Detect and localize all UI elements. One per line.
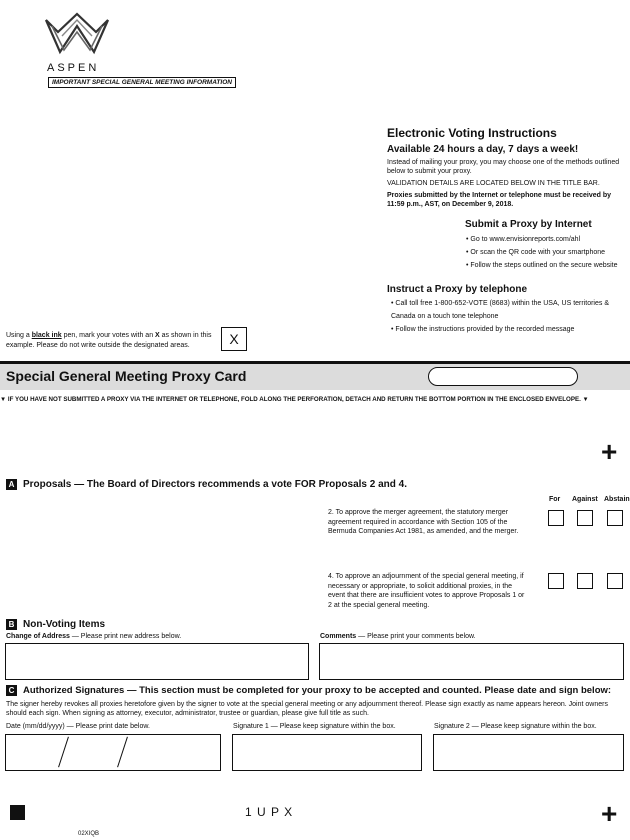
proposal-4-abstain-checkbox[interactable] — [607, 573, 623, 589]
validation-details-pill — [428, 367, 578, 386]
section-b-badge: B — [6, 619, 17, 630]
proposal-4-for-checkbox[interactable] — [548, 573, 564, 589]
signature-2-field[interactable] — [433, 734, 624, 771]
proxy-card-title: Special General Meeting Proxy Card — [6, 368, 247, 384]
registration-plus-icon: + — [601, 436, 618, 467]
telephone-bullet: • Follow the instructions provided by the recorded message — [391, 323, 623, 336]
date-field[interactable] — [5, 734, 221, 771]
signature-disclaimer: The signer hereby revokes all proxies heretofore given by the signer to vote at the special general meeting or any adjournment thereof. Please sign exactly as name appears hereon. Joint owners should each sign. When signing as attorney, executor, administrator, trustee or guardian, please give full title as such. — [6, 701, 608, 717]
column-for: For — [549, 496, 561, 503]
change-address-label: Change of Address — Please print new address below. — [6, 633, 182, 640]
section-a-title: Proposals — The Board of Directors recommends a vote FOR Proposals 2 and 4. — [23, 479, 407, 490]
electronic-voting-title: Electronic Voting Instructions — [387, 126, 557, 140]
logo-wordmark: ASPEN — [47, 62, 100, 74]
proposal-2-abstain-checkbox[interactable] — [607, 510, 623, 526]
signature-2-label: Signature 2 — Please keep signature within the box. — [434, 723, 597, 730]
proposal-4-against-checkbox[interactable] — [577, 573, 593, 589]
signature-1-field[interactable] — [232, 734, 422, 771]
meeting-info-box: IMPORTANT SPECIAL GENERAL MEETING INFORMATION — [48, 77, 236, 88]
registration-plus-icon: + — [601, 798, 618, 829]
signature-1-label: Signature 1 — Please keep signature within the box. — [233, 723, 396, 730]
voting-intro: Instead of mailing your proxy, you may choose one of the methods outlined below to submit your proxy. — [387, 159, 620, 175]
internet-bullet: • Or scan the QR code with your smartphone — [466, 246, 618, 259]
section-c-title: Authorized Signatures — This section must be completed for your proxy to be accepted and counted. Please date and sign below: — [23, 685, 612, 696]
internet-title: Submit a Proxy by Internet — [465, 219, 592, 230]
validation-note: VALIDATION DETAILS ARE LOCATED BELOW IN THE TITLE BAR. — [387, 180, 600, 187]
proposal-2-against-checkbox[interactable] — [577, 510, 593, 526]
comments-field[interactable] — [319, 643, 624, 680]
change-address-field[interactable] — [5, 643, 309, 680]
example-mark-box: X — [221, 327, 247, 351]
section-a-badge: A — [6, 479, 17, 490]
proposal-2-for-checkbox[interactable] — [548, 510, 564, 526]
internet-bullet: • Follow the steps outlined on the secure website — [466, 259, 618, 272]
aspen-logo-icon — [42, 12, 112, 60]
comments-label: Comments — Please print your comments below. — [320, 633, 476, 640]
fold-instruction: ▼ IF YOU HAVE NOT SUBMITTED A PROXY VIA THE INTERNET OR TELEPHONE, FOLD ALONG THE PERFORATION, DETACH AND RETURN THE BOTTOM PORTION IN THE ENCLOSED ENVELOPE. ▼ — [0, 396, 589, 403]
proposal-2-text: 2. To approve the merger agreement, the statutory merger agreement required in accordance with Section 105 of the Bermuda Companies Act 1981, as amended, and the merger. — [328, 509, 519, 535]
registration-square-icon — [10, 805, 25, 820]
section-b-title: Non-Voting Items — [23, 619, 106, 630]
form-code: 1 U P X — [245, 805, 294, 819]
telephone-bullets — [391, 297, 623, 336]
small-form-code: 02XIQB — [78, 831, 100, 837]
column-abstain: Abstain — [604, 496, 630, 503]
triangle-down-icon: ▼ — [582, 396, 589, 403]
column-against: Against — [572, 496, 598, 503]
availability-subtitle: Available 24 hours a day, 7 days a week! — [387, 144, 579, 155]
electronic-voting-panel — [387, 126, 627, 212]
deadline-note: Proxies submitted by the Internet or telephone must be received by 11:59 p.m., AST, on December 9, 2018. — [387, 192, 612, 208]
internet-bullets — [466, 233, 618, 272]
proposal-4-text: 4. To approve an adjournment of the special general meeting, if necessary or appropriate, to solicit additional proxies, in the event that there are insufficient votes to approve Proposals 1 or 2 at the special general meeting. — [328, 573, 525, 609]
telephone-bullet: • Call toll free 1-800-652-VOTE (8683) within the USA, US territories & Canada on a touch tone telephone — [391, 297, 623, 323]
ink-instructions: Using a black ink pen, mark your votes with an X as shown in this example. Please do not write outside the designated areas. — [6, 332, 212, 349]
date-label: Date (mm/dd/yyyy) — Please print date below. — [6, 723, 150, 730]
section-c-badge: C — [6, 685, 17, 696]
internet-bullet[interactable]: • Go to www.envisionreports.com/ahl — [466, 233, 618, 246]
triangle-down-icon: ▼ — [0, 396, 7, 403]
telephone-title: Instruct a Proxy by telephone — [387, 284, 528, 295]
